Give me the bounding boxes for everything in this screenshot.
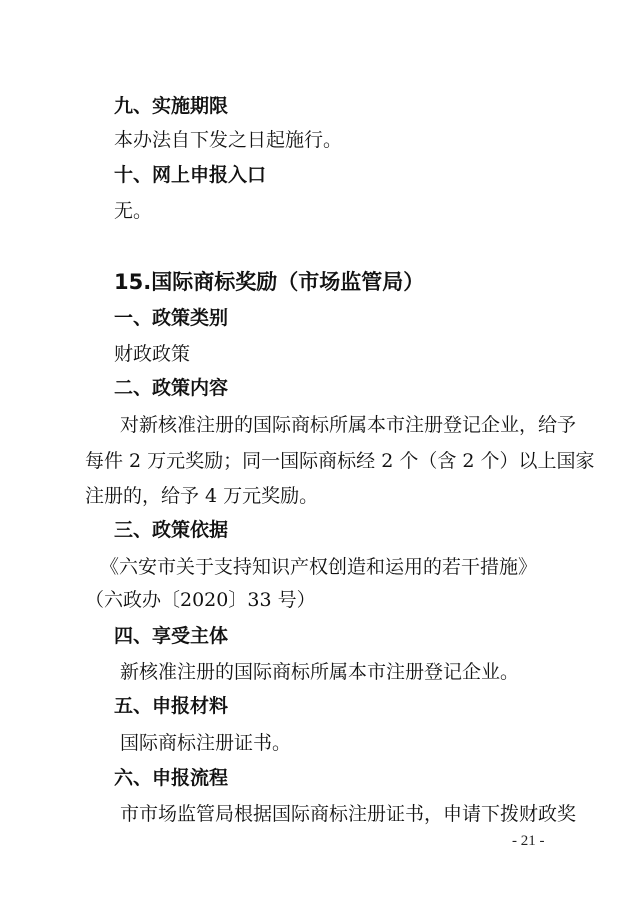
policy-materials-heading: 五、申报材料 (114, 695, 229, 717)
section-10-text: 无。 (114, 200, 153, 222)
policy-content-line-2: 每件 2 万元奖励；同一国际商标经 2 个（含 2 个）以上国家 (85, 450, 595, 472)
policy-basis-heading: 三、政策依据 (114, 519, 229, 541)
policy-basis-line-2: （六政办〔2020〕33 号） (85, 589, 316, 611)
policy-materials-text: 国际商标注册证书。 (120, 732, 292, 754)
section-9-text: 本办法自下发之日起施行。 (114, 129, 343, 151)
policy-subject-text: 新核准注册的国际商标所属本市注册登记企业。 (120, 661, 520, 683)
policy-category-heading: 一、政策类别 (114, 307, 229, 329)
policy-basis-line-1: 《六安市关于支持知识产权创造和运用的若干措施》 (100, 556, 538, 578)
section-10-heading: 十、网上申报入口 (114, 164, 267, 186)
policy-content-heading: 二、政策内容 (114, 377, 229, 399)
page-number: - 21 - (512, 833, 545, 849)
policy-content-line-3: 注册的，给予 4 万元奖励。 (85, 485, 319, 507)
section-9-heading: 九、实施期限 (114, 95, 229, 117)
policy-process-heading: 六、申报流程 (114, 767, 229, 789)
policy-title: 15.国际商标奖励（市场监管局） (114, 270, 425, 294)
policy-subject-heading: 四、享受主体 (114, 625, 229, 647)
policy-category-text: 财政政策 (114, 343, 191, 365)
policy-content-line-1: 对新核准注册的国际商标所属本市注册登记企业，给予 (120, 414, 577, 436)
policy-process-text: 市市场监管局根据国际商标注册证书，申请下拨财政奖 (120, 803, 577, 825)
